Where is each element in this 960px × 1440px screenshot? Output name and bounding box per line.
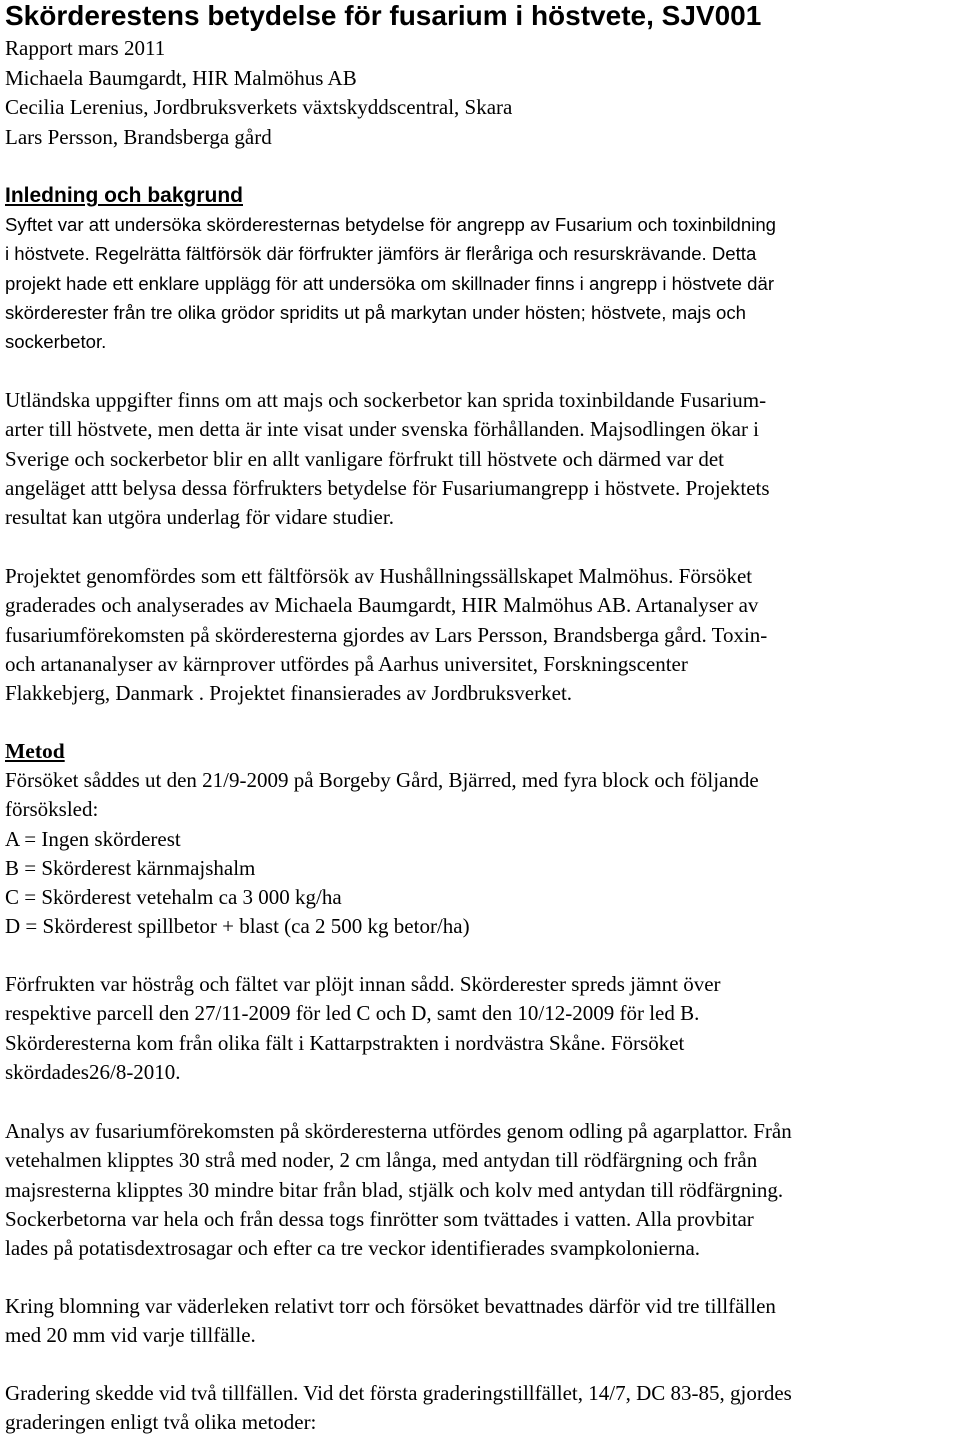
paragraph-gradering <box>5 1379 957 1438</box>
text-line: sockerbetor. <box>5 331 107 353</box>
text-line: skörderester från tre olika grödor spridits ut på markytan under hösten; höstvete, majs och <box>5 301 747 323</box>
text-line: Syftet var att undersöka skörderesternas betydelse för angrepp av Fusarium och toxinbildning <box>5 214 777 235</box>
text-line: Sockerbetorna var hela och från dessa togs finrötter som tvättades i vatten. Alla provbitar <box>5 1206 754 1231</box>
text-line: Försöket såddes ut den 21/9-2009 på Borgeby Gård, Bjärred, med fyra block och följande <box>5 768 759 792</box>
text-line: graderingen enligt två olika metoder: <box>5 1410 317 1435</box>
text-line: fusariumförekomsten på skörderesterna gjordes av Lars Persson, Brandsberga gård. Toxin- <box>5 622 768 647</box>
text-line: Förfrukten var höstråg och fältet var plöjt innan sådd. Skörderester spreds jämnt över <box>5 972 721 996</box>
paragraph-projektet <box>5 562 957 708</box>
treatment-c: C = Skörderest vetehalm ca 3 000 kg/ha <box>5 885 342 910</box>
text-line: med 20 mm vid varje tillfälle. <box>5 1323 256 1348</box>
treatment-d: D = Skörderest spillbetor + blast (ca 2 500 kg betor/ha) <box>5 914 470 939</box>
text-line: Analys av fusariumförekomsten på skörderesterna utfördes genom odling på agarplattor. Från <box>5 1119 792 1143</box>
text-line: skördades26/8-2010. <box>5 1059 181 1084</box>
paragraph-syfte <box>5 210 957 356</box>
text-line: Utländska uppgifter finns om att majs och sockerbetor kan sprida toxinbildande Fusarium- <box>5 388 767 412</box>
report-meta <box>5 34 955 152</box>
paragraph-forsoket <box>5 766 957 942</box>
text-line: vetehalmen klipptes 30 strå med noder, 2 cm långa, med antydan till rödfärgning och från <box>5 1148 758 1173</box>
text-line: lades på potatisdextrosagar och efter ca tre veckor identifierades svampkolonierna. <box>5 1236 701 1261</box>
text-line: angeläget attt belysa dessa förfrukters betydelse för Fusariumangrepp i höstvete. Projektets <box>5 475 770 500</box>
text-line: resultat kan utgöra underlag för vidare studier. <box>5 505 394 530</box>
author-line: Lars Persson, Brandsberga gård <box>5 124 272 149</box>
report-date: Rapport mars 2011 <box>5 36 166 60</box>
text-line: Sverige och sockerbetor blir en allt vanligare förfrukt till höstvete och därmed var det <box>5 446 724 471</box>
paragraph-analys <box>5 1117 957 1263</box>
text-line: Gradering skedde vid två tillfällen. Vid det första graderingstillfället, 14/7, DC 83-85, gjordes <box>5 1381 792 1405</box>
document-title: Skörderestens betydelse för fusarium i höstvete, SJV001 <box>5 0 762 31</box>
text-line: majsresterna klipptes 30 mindre bitar från blad, stjälk och kolv med antydan till rödfärgning. <box>5 1177 784 1202</box>
section-heading-metod: Metod <box>5 739 65 763</box>
text-line: Projektet genomfördes som ett fältförsök av Hushållningssällskapet Malmöhus. Försöket <box>5 564 753 588</box>
paragraph-utlandska <box>5 386 957 532</box>
text-line: arter till höstvete, men detta är inte visat under svenska förhållanden. Majsodlingen ökar i <box>5 417 760 442</box>
text-line: Flakkebjerg, Danmark . Projektet finansierades av Jordbruksverket. <box>5 681 573 706</box>
treatment-b: B = Skörderest kärnmajshalm <box>5 855 256 880</box>
text-line: graderades och analyserades av Michaela Baumgardt, HIR Malmöhus AB. Artanalyser av <box>5 593 759 618</box>
text-line: och artananalyser av kärnprover utfördes på Aarhus universitet, Forskningscenter <box>5 651 688 676</box>
text-line: i höstvete. Regelrätta fältförsök där förfrukter jämförs är fleråriga och resurskrävande. Detta <box>5 243 757 265</box>
text-line: försöksled: <box>5 797 99 822</box>
treatment-a: A = Ingen skörderest <box>5 826 181 851</box>
author-line: Cecilia Lerenius, Jordbruksverkets växtskyddscentral, Skara <box>5 95 513 119</box>
text-line: Kring blomning var väderleken relativt torr och försöket bevattnades därför vid tre tillfällen <box>5 1294 776 1318</box>
section-heading-inledning: Inledning och bakgrund <box>5 184 243 207</box>
author-line: Michaela Baumgardt, HIR Malmöhus AB <box>5 65 357 90</box>
paragraph-blomning <box>5 1292 957 1351</box>
text-line: Skörderesterna kom från olika fält i Kattarpstrakten i nordvästra Skåne. Försöket <box>5 1030 685 1055</box>
paragraph-forfrukten <box>5 970 957 1087</box>
text-line: respektive parcell den 27/11-2009 för led C och D, samt den 10/12-2009 för led B. <box>5 1001 700 1026</box>
text-line: projekt hade ett enklare upplägg för att undersöka om skillnader finns i angrepp i höstvete där <box>5 272 775 294</box>
